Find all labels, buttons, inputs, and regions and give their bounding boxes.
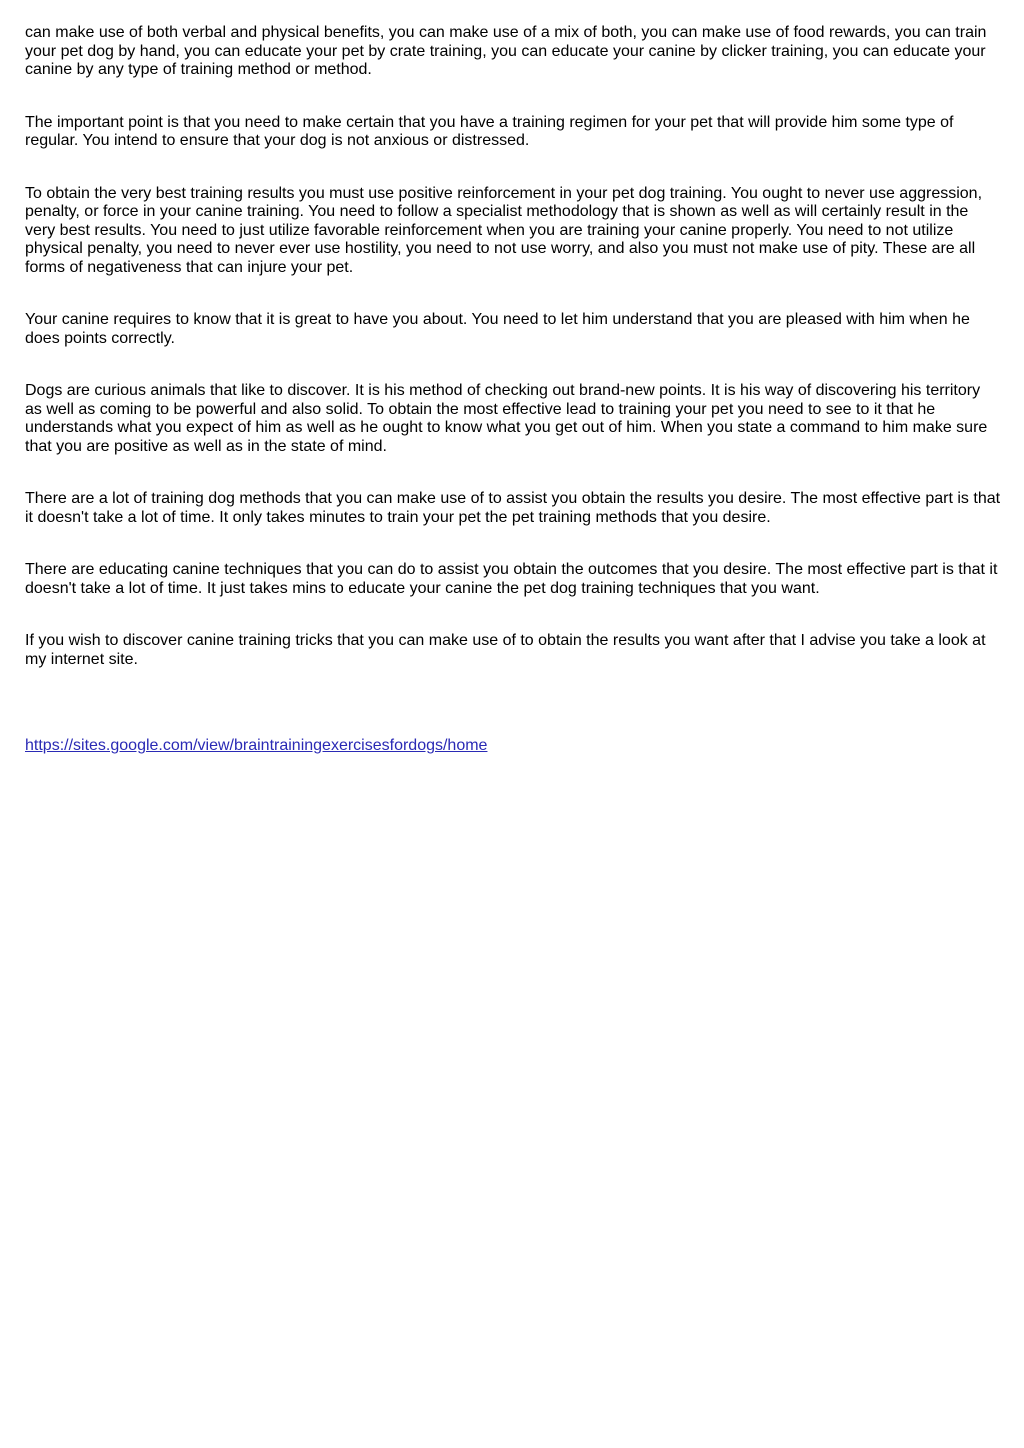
paragraph: can make use of both verbal and physical benefits, you can make use of a mix of both, you can make use of food rewards, you can train your pet dog by hand, you can educate your pet by crate training, you can educate your canine by clicker training, you can educate your canine by any type of training method or method. <box>25 24 987 78</box>
document-page <box>25 24 1001 756</box>
paragraph: To obtain the very best training results you must use positive reinforcement in your pet dog training. You ought to never use aggression, penalty, or force in your canine training. You need to follow a specialist methodology that is shown as well as will certainly result in the very best results. You need to just utilize favorable reinforcement when you are training your canine properly. You need to not utilize physical penalty, you need to never ever use hostility, you need to not use worry, and also you must not make use of pity. These are all forms of negativeness that can injure your pet. <box>25 184 983 276</box>
paragraph: The important point is that you need to make certain that you have a training regimen for your pet that will provide him some type of regular. You intend to ensure that your dog is not anxious or distressed. <box>25 113 954 149</box>
website-link[interactable]: https://sites.google.com/view/braintrainingexercisesfordogs/home <box>25 737 488 754</box>
paragraph: If you wish to discover canine training tricks that you can make use of to obtain the results you want after that I advise you take a look at my internet site. <box>25 632 986 668</box>
paragraph: There are a lot of training dog methods that you can make use of to assist you obtain the results you desire. The most effective part is that it doesn't take a lot of time. It only takes minutes to train your pet the pet training methods that you desire. <box>25 490 1001 526</box>
paragraph: Dogs are curious animals that like to discover. It is his method of checking out brand-new points. It is his way of discovering his territory as well as coming to be powerful and also solid. To obtain the most effective lead to training your pet you need to see to it that he understands what you expect of him as well as he ought to know what you get out of him. When you state a command to him make sure that you are positive as well as in the state of mind. <box>25 382 988 455</box>
paragraph: There are educating canine techniques that you can do to assist you obtain the outcomes that you desire. The most effective part is that it doesn't take a lot of time. It just takes mins to educate your canine the pet dog training techniques that you want. <box>25 561 998 597</box>
paragraph: Your canine requires to know that it is great to have you about. You need to let him understand that you are pleased with him when he does points correctly. <box>25 311 970 347</box>
link-container <box>25 737 1001 756</box>
